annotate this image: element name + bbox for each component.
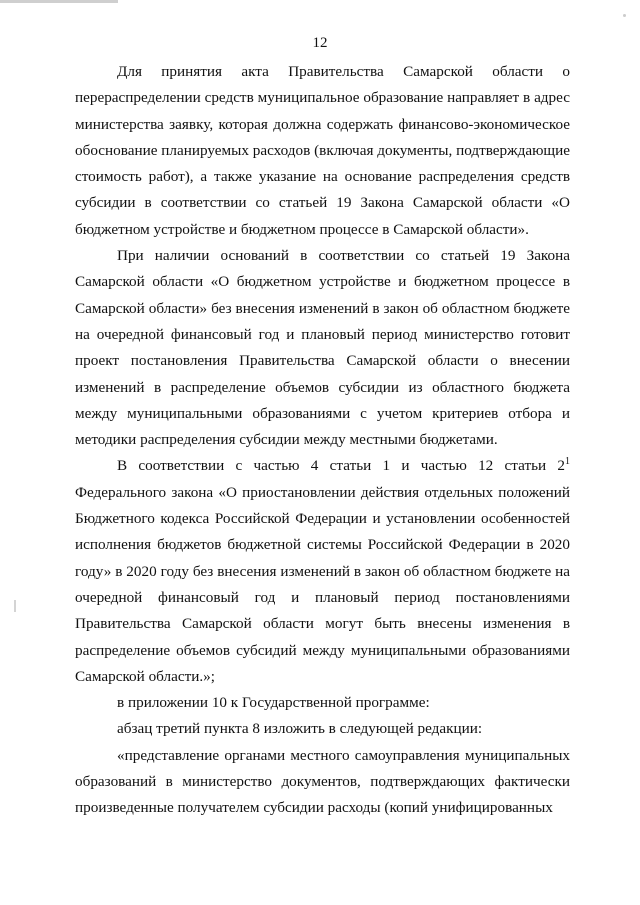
paragraph-resolution-draft: При наличии оснований в соответствии со статьей 19 Закона Самарской области «О бюджетном устройстве и бюджетном процессе в Самарской области» без внесения изменений в закон об областном бюджете на очередной финансовый год и плановый период министерство готовит проект постановления Правительства Самарской области о внесении изменений в распределение объемов субсидии из областного бюджета между муниципальными образованиями с учетом критериев отбора и методики распределения субсидии между местными бюджетами. bbox=[75, 247, 570, 449]
paragraph-appendix-10: в приложении 10 к Государственной программе: bbox=[117, 694, 430, 712]
page-number: 12 bbox=[312, 35, 328, 51]
scan-artifact-left bbox=[14, 600, 16, 612]
paragraph-reallocation-request: Для принятия акта Правительства Самарской области о перераспределении средств муниципальное образование направляет в адрес министерства заявку, которая должна содержать финансово-экономическое обоснование планируемых расходов (включая документы, подтверждающие стоимость работ), а также указание на основание распределения средств субсидии в соответствии со статьей 19 Закона Самарской области «О бюджетном устройстве и бюджетном процессе в Самарской области». bbox=[75, 63, 570, 238]
paragraph-new-wording: «представление органами местного самоуправления муниципальных образований в министерство документов, подтверждающих фактически произведенные получателем субсидии расходы (копий унифицированных bbox=[75, 746, 570, 817]
federal-law-text-before: В соответствии с частью 4 статьи 1 и частью 12 статьи 2 bbox=[117, 457, 565, 475]
scan-artifact-top bbox=[0, 0, 118, 3]
document-body bbox=[75, 59, 570, 822]
federal-law-text-after: Федерального закона «О приостановлении действия отдельных положений Бюджетного кодекса Российской Федерации и установлении особенностей исполнения бюджетов бюджетной системы Российской Федерации в 2020 году» в 2020 году без внесения изменений в закон об областном бюджете на очередной финансовый год и плановый период постановлениями Правительства Самарской области могут быть внесены изменения в распределение объемов субсидий между муниципальными образованиями Самарской области.»; bbox=[75, 483, 570, 685]
scan-artifact-dot bbox=[623, 14, 626, 17]
article-superscript: 1 bbox=[565, 456, 570, 468]
paragraph-federal-law bbox=[75, 453, 570, 690]
paragraph-amend-clause-8: абзац третий пункта 8 изложить в следующей редакции: bbox=[117, 720, 483, 738]
